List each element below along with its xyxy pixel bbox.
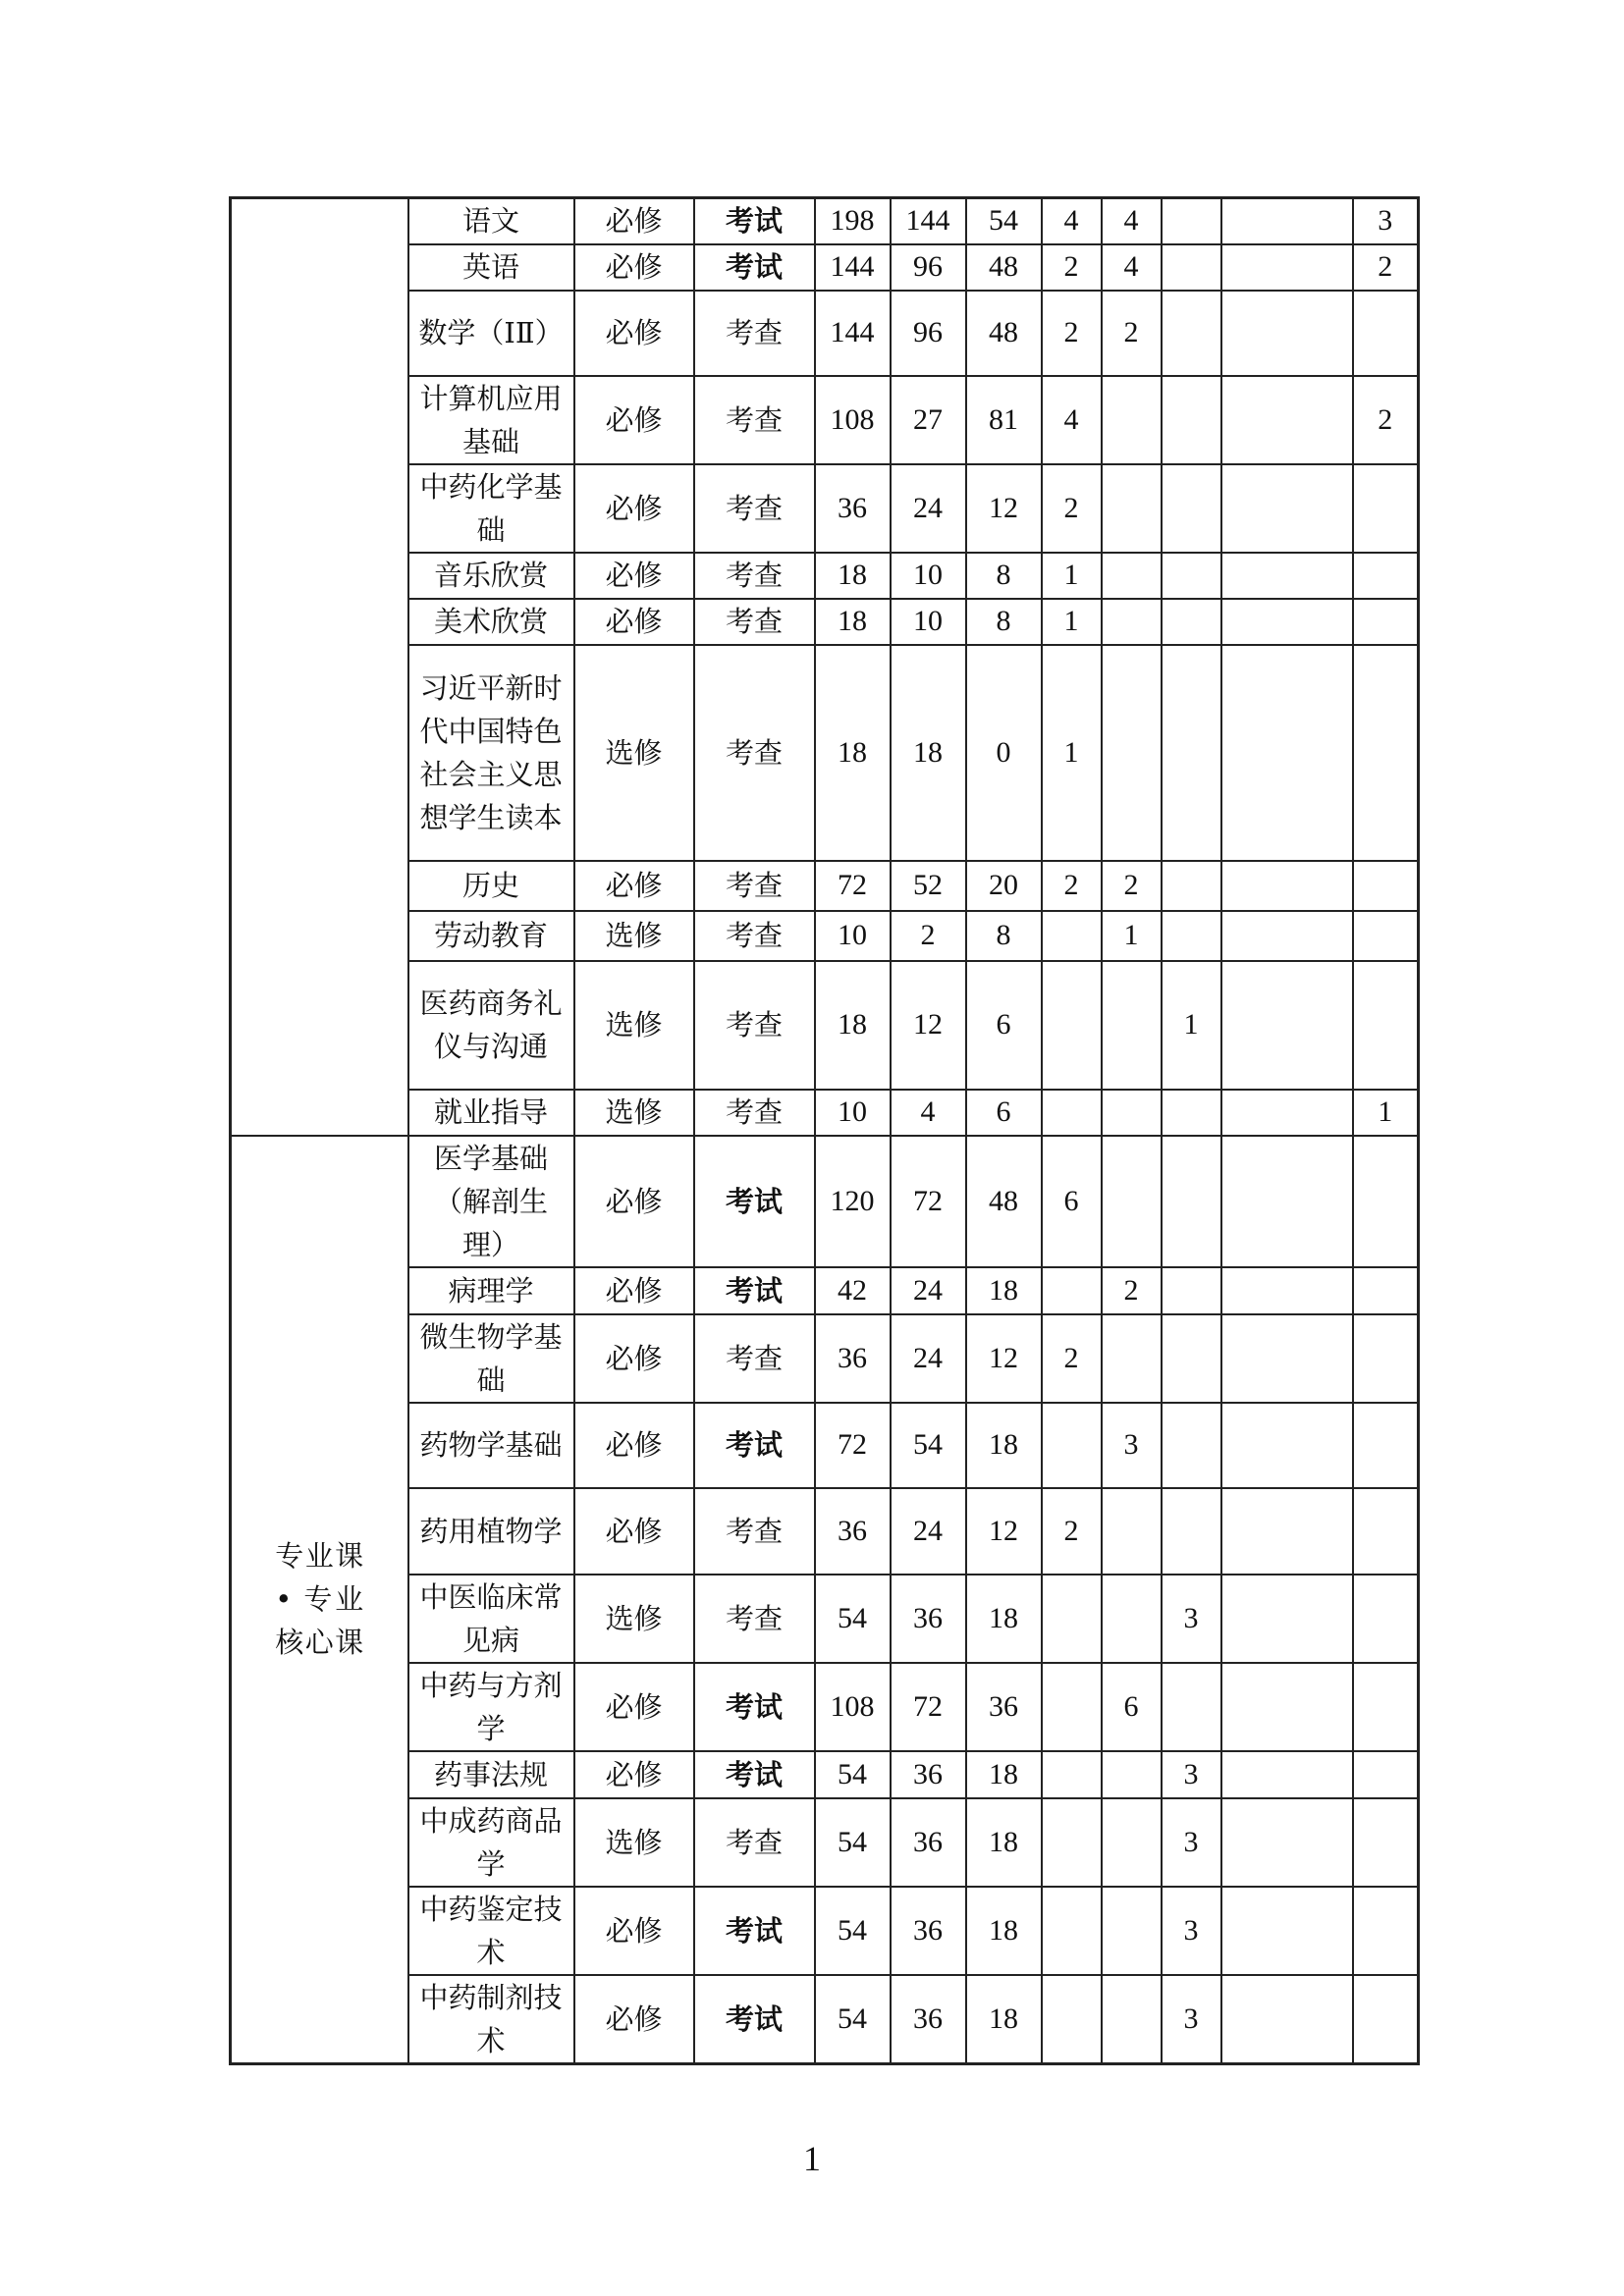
semester-1-cell (1042, 1090, 1102, 1136)
semester-5-cell (1353, 861, 1419, 911)
course-type-cell: 选修 (574, 645, 694, 861)
table-row (231, 599, 1419, 645)
course-name-cell: 中药鉴定技术 (408, 1887, 574, 1975)
total-hours-cell: 54 (815, 1975, 891, 2064)
course-name-cell: 病理学 (408, 1267, 574, 1314)
assessment-cell: 考试 (694, 1267, 815, 1314)
semester-5-cell (1353, 1136, 1419, 1267)
semester-3-cell (1162, 464, 1221, 553)
assessment-cell: 考查 (694, 961, 815, 1090)
total-hours-cell: 144 (815, 244, 891, 291)
semester-1-cell (1042, 1975, 1102, 2064)
practice-hours-cell: 0 (966, 645, 1042, 861)
semester-2-cell (1102, 961, 1162, 1090)
assessment-cell: 考试 (694, 1136, 815, 1267)
table-row (231, 961, 1419, 1090)
course-type-cell: 必修 (574, 1751, 694, 1798)
semester-1-cell: 2 (1042, 291, 1102, 376)
course-name-cell: 数学（ⅠⅡ） (408, 291, 574, 376)
total-hours-cell: 36 (815, 1314, 891, 1403)
assessment-cell: 考试 (694, 244, 815, 291)
semester-1-cell: 2 (1042, 861, 1102, 911)
course-type-cell: 必修 (574, 1314, 694, 1403)
table-row (231, 1314, 1419, 1403)
theory-hours-cell: 24 (891, 464, 966, 553)
semester-4-cell (1221, 645, 1353, 861)
theory-hours-cell: 96 (891, 291, 966, 376)
semester-3-cell (1162, 645, 1221, 861)
semester-4-cell (1221, 553, 1353, 599)
practice-hours-cell: 48 (966, 244, 1042, 291)
course-name-cell: 药用植物学 (408, 1488, 574, 1575)
total-hours-cell: 18 (815, 645, 891, 861)
theory-hours-cell: 18 (891, 645, 966, 861)
total-hours-cell: 36 (815, 464, 891, 553)
table-row (231, 1887, 1419, 1975)
assessment-cell: 考查 (694, 645, 815, 861)
curriculum-table-body (231, 198, 1419, 2064)
semester-4-cell (1221, 1887, 1353, 1975)
semester-3-cell (1162, 553, 1221, 599)
semester-4-cell (1221, 1751, 1353, 1798)
table-row (231, 1751, 1419, 1798)
semester-1-cell: 6 (1042, 1136, 1102, 1267)
semester-1-cell: 4 (1042, 198, 1102, 244)
course-type-cell: 选修 (574, 961, 694, 1090)
practice-hours-cell: 81 (966, 376, 1042, 464)
semester-1-cell (1042, 1751, 1102, 1798)
total-hours-cell: 72 (815, 1403, 891, 1488)
semester-1-cell (1042, 1267, 1102, 1314)
table-row (231, 1798, 1419, 1887)
practice-hours-cell: 18 (966, 1751, 1042, 1798)
assessment-cell: 考查 (694, 1798, 815, 1887)
semester-2-cell (1102, 1314, 1162, 1403)
course-name-cell: 中药制剂技术 (408, 1975, 574, 2064)
total-hours-cell: 42 (815, 1267, 891, 1314)
course-type-cell: 必修 (574, 464, 694, 553)
course-name-cell: 英语 (408, 244, 574, 291)
course-type-cell: 必修 (574, 861, 694, 911)
course-type-cell: 必修 (574, 291, 694, 376)
total-hours-cell: 108 (815, 376, 891, 464)
theory-hours-cell: 36 (891, 1798, 966, 1887)
semester-4-cell (1221, 1798, 1353, 1887)
course-name-cell: 计算机应用基础 (408, 376, 574, 464)
practice-hours-cell: 6 (966, 1090, 1042, 1136)
assessment-cell: 考试 (694, 1751, 815, 1798)
semester-2-cell (1102, 1751, 1162, 1798)
theory-hours-cell: 12 (891, 961, 966, 1090)
semester-2-cell (1102, 464, 1162, 553)
curriculum-table (229, 196, 1420, 2065)
practice-hours-cell: 6 (966, 961, 1042, 1090)
table-row (231, 1267, 1419, 1314)
category-cell (231, 1136, 408, 2064)
total-hours-cell: 54 (815, 1575, 891, 1663)
course-type-cell: 选修 (574, 911, 694, 961)
assessment-cell: 考查 (694, 1090, 815, 1136)
theory-hours-cell: 24 (891, 1314, 966, 1403)
theory-hours-cell: 54 (891, 1403, 966, 1488)
course-name-cell: 医药商务礼仪与沟通 (408, 961, 574, 1090)
course-type-cell: 选修 (574, 1090, 694, 1136)
practice-hours-cell: 20 (966, 861, 1042, 911)
semester-4-cell (1221, 861, 1353, 911)
semester-1-cell: 2 (1042, 464, 1102, 553)
semester-5-cell: 1 (1353, 1090, 1419, 1136)
assessment-cell: 考试 (694, 1887, 815, 1975)
semester-1-cell (1042, 1403, 1102, 1488)
semester-1-cell: 1 (1042, 553, 1102, 599)
semester-5-cell (1353, 1663, 1419, 1751)
table-row (231, 1575, 1419, 1663)
table-row (231, 553, 1419, 599)
table-row (231, 376, 1419, 464)
practice-hours-cell: 8 (966, 599, 1042, 645)
practice-hours-cell: 48 (966, 291, 1042, 376)
semester-4-cell (1221, 1314, 1353, 1403)
course-name-cell: 中药化学基础 (408, 464, 574, 553)
semester-2-cell (1102, 1975, 1162, 2064)
semester-2-cell (1102, 599, 1162, 645)
semester-3-cell (1162, 861, 1221, 911)
semester-5-cell (1353, 1575, 1419, 1663)
assessment-cell: 考试 (694, 1975, 815, 2064)
semester-3-cell: 3 (1162, 1575, 1221, 1663)
semester-2-cell: 4 (1102, 244, 1162, 291)
total-hours-cell: 10 (815, 911, 891, 961)
semester-3-cell: 3 (1162, 1751, 1221, 1798)
semester-4-cell (1221, 1267, 1353, 1314)
assessment-cell: 考查 (694, 553, 815, 599)
course-name-cell: 美术欣赏 (408, 599, 574, 645)
theory-hours-cell: 36 (891, 1975, 966, 2064)
theory-hours-cell: 144 (891, 198, 966, 244)
category-cell (231, 198, 408, 1136)
assessment-cell: 考查 (694, 1488, 815, 1575)
total-hours-cell: 18 (815, 599, 891, 645)
course-type-cell: 必修 (574, 376, 694, 464)
semester-3-cell: 3 (1162, 1798, 1221, 1887)
semester-5-cell (1353, 1751, 1419, 1798)
practice-hours-cell: 18 (966, 1798, 1042, 1887)
course-type-cell: 必修 (574, 1403, 694, 1488)
semester-3-cell (1162, 291, 1221, 376)
semester-1-cell (1042, 1887, 1102, 1975)
theory-hours-cell: 36 (891, 1575, 966, 1663)
assessment-cell: 考试 (694, 198, 815, 244)
total-hours-cell: 10 (815, 1090, 891, 1136)
theory-hours-cell: 72 (891, 1136, 966, 1267)
theory-hours-cell: 10 (891, 599, 966, 645)
course-type-cell: 必修 (574, 198, 694, 244)
table-row (231, 464, 1419, 553)
semester-2-cell (1102, 1798, 1162, 1887)
semester-3-cell: 3 (1162, 1975, 1221, 2064)
semester-2-cell: 2 (1102, 861, 1162, 911)
semester-4-cell (1221, 1575, 1353, 1663)
semester-1-cell: 2 (1042, 1314, 1102, 1403)
total-hours-cell: 54 (815, 1887, 891, 1975)
assessment-cell: 考查 (694, 1314, 815, 1403)
semester-2-cell (1102, 1090, 1162, 1136)
theory-hours-cell: 36 (891, 1887, 966, 1975)
course-name-cell: 医学基础（解剖生理） (408, 1136, 574, 1267)
practice-hours-cell: 18 (966, 1887, 1042, 1975)
semester-4-cell (1221, 244, 1353, 291)
semester-5-cell (1353, 961, 1419, 1090)
theory-hours-cell: 4 (891, 1090, 966, 1136)
table-row (231, 244, 1419, 291)
semester-1-cell (1042, 1663, 1102, 1751)
semester-2-cell: 6 (1102, 1663, 1162, 1751)
semester-3-cell (1162, 198, 1221, 244)
semester-1-cell (1042, 1575, 1102, 1663)
course-name-cell: 中药与方剂学 (408, 1663, 574, 1751)
practice-hours-cell: 12 (966, 1314, 1042, 1403)
assessment-cell: 考查 (694, 861, 815, 911)
semester-4-cell (1221, 1090, 1353, 1136)
semester-2-cell: 2 (1102, 1267, 1162, 1314)
course-name-cell: 劳动教育 (408, 911, 574, 961)
assessment-cell: 考试 (694, 1663, 815, 1751)
practice-hours-cell: 18 (966, 1975, 1042, 2064)
total-hours-cell: 144 (815, 291, 891, 376)
practice-hours-cell: 18 (966, 1267, 1042, 1314)
total-hours-cell: 18 (815, 961, 891, 1090)
course-name-cell: 音乐欣赏 (408, 553, 574, 599)
total-hours-cell: 36 (815, 1488, 891, 1575)
course-type-cell: 必修 (574, 1975, 694, 2064)
practice-hours-cell: 18 (966, 1403, 1042, 1488)
course-type-cell: 必修 (574, 1488, 694, 1575)
semester-5-cell: 3 (1353, 198, 1419, 244)
semester-5-cell (1353, 291, 1419, 376)
course-name-cell: 中成药商品学 (408, 1798, 574, 1887)
semester-3-cell (1162, 1314, 1221, 1403)
semester-4-cell (1221, 911, 1353, 961)
semester-5-cell: 2 (1353, 376, 1419, 464)
semester-3-cell (1162, 376, 1221, 464)
practice-hours-cell: 8 (966, 911, 1042, 961)
semester-2-cell (1102, 645, 1162, 861)
practice-hours-cell: 12 (966, 464, 1042, 553)
semester-1-cell (1042, 1798, 1102, 1887)
theory-hours-cell: 10 (891, 553, 966, 599)
course-name-cell: 习近平新时代中国特色社会主义思想学生读本 (408, 645, 574, 861)
semester-3-cell (1162, 599, 1221, 645)
semester-3-cell (1162, 911, 1221, 961)
semester-2-cell: 1 (1102, 911, 1162, 961)
semester-2-cell: 4 (1102, 198, 1162, 244)
course-type-cell: 必修 (574, 1887, 694, 1975)
practice-hours-cell: 48 (966, 1136, 1042, 1267)
course-type-cell: 必修 (574, 1136, 694, 1267)
total-hours-cell: 72 (815, 861, 891, 911)
semester-5-cell (1353, 1975, 1419, 2064)
course-type-cell: 必修 (574, 599, 694, 645)
course-type-cell: 必修 (574, 553, 694, 599)
semester-5-cell (1353, 553, 1419, 599)
course-type-cell: 选修 (574, 1798, 694, 1887)
practice-hours-cell: 8 (966, 553, 1042, 599)
course-name-cell: 中医临床常见病 (408, 1575, 574, 1663)
semester-3-cell: 1 (1162, 961, 1221, 1090)
semester-2-cell (1102, 553, 1162, 599)
total-hours-cell: 54 (815, 1751, 891, 1798)
course-type-cell: 选修 (574, 1575, 694, 1663)
semester-2-cell (1102, 1136, 1162, 1267)
course-name-cell: 药物学基础 (408, 1403, 574, 1488)
semester-2-cell (1102, 1575, 1162, 1663)
table-row (231, 1975, 1419, 2064)
theory-hours-cell: 24 (891, 1488, 966, 1575)
course-type-cell: 必修 (574, 1267, 694, 1314)
assessment-cell: 考查 (694, 1575, 815, 1663)
assessment-cell: 考查 (694, 376, 815, 464)
semester-3-cell (1162, 1136, 1221, 1267)
table-row (231, 198, 1419, 244)
category-label: 专业课• 专业核心课 (275, 1539, 364, 1659)
semester-1-cell: 2 (1042, 244, 1102, 291)
table-row (231, 645, 1419, 861)
semester-2-cell (1102, 1887, 1162, 1975)
theory-hours-cell: 24 (891, 1267, 966, 1314)
semester-4-cell (1221, 464, 1353, 553)
semester-4-cell (1221, 599, 1353, 645)
course-name-cell: 药事法规 (408, 1751, 574, 1798)
practice-hours-cell: 12 (966, 1488, 1042, 1575)
assessment-cell: 考查 (694, 464, 815, 553)
semester-4-cell (1221, 291, 1353, 376)
semester-2-cell (1102, 376, 1162, 464)
theory-hours-cell: 2 (891, 911, 966, 961)
semester-5-cell (1353, 1798, 1419, 1887)
semester-1-cell (1042, 911, 1102, 961)
semester-3-cell (1162, 1488, 1221, 1575)
total-hours-cell: 18 (815, 553, 891, 599)
table-row (231, 1488, 1419, 1575)
assessment-cell: 考查 (694, 911, 815, 961)
semester-1-cell: 1 (1042, 645, 1102, 861)
semester-5-cell (1353, 1403, 1419, 1488)
semester-2-cell: 2 (1102, 291, 1162, 376)
total-hours-cell: 198 (815, 198, 891, 244)
table-row (231, 291, 1419, 376)
practice-hours-cell: 18 (966, 1575, 1042, 1663)
semester-5-cell (1353, 1887, 1419, 1975)
semester-3-cell (1162, 1403, 1221, 1488)
semester-4-cell (1221, 1136, 1353, 1267)
table-row (231, 1090, 1419, 1136)
course-name-cell: 语文 (408, 198, 574, 244)
semester-5-cell (1353, 599, 1419, 645)
semester-5-cell (1353, 464, 1419, 553)
theory-hours-cell: 52 (891, 861, 966, 911)
semester-1-cell: 1 (1042, 599, 1102, 645)
course-name-cell: 微生物学基础 (408, 1314, 574, 1403)
semester-3-cell (1162, 1663, 1221, 1751)
semester-5-cell (1353, 1314, 1419, 1403)
course-name-cell: 历史 (408, 861, 574, 911)
semester-2-cell: 3 (1102, 1403, 1162, 1488)
theory-hours-cell: 27 (891, 376, 966, 464)
course-type-cell: 必修 (574, 1663, 694, 1751)
semester-3-cell (1162, 1090, 1221, 1136)
semester-4-cell (1221, 1488, 1353, 1575)
page-number: 1 (803, 2139, 821, 2178)
theory-hours-cell: 96 (891, 244, 966, 291)
total-hours-cell: 54 (815, 1798, 891, 1887)
semester-3-cell: 3 (1162, 1887, 1221, 1975)
semester-1-cell (1042, 961, 1102, 1090)
course-name-cell: 就业指导 (408, 1090, 574, 1136)
semester-4-cell (1221, 1403, 1353, 1488)
semester-3-cell (1162, 1267, 1221, 1314)
semester-2-cell (1102, 1488, 1162, 1575)
semester-3-cell (1162, 244, 1221, 291)
semester-4-cell (1221, 1663, 1353, 1751)
table-row (231, 1403, 1419, 1488)
semester-4-cell (1221, 376, 1353, 464)
total-hours-cell: 120 (815, 1136, 891, 1267)
semester-4-cell (1221, 961, 1353, 1090)
theory-hours-cell: 36 (891, 1751, 966, 1798)
table-row (231, 1663, 1419, 1751)
semester-5-cell (1353, 911, 1419, 961)
semester-4-cell (1221, 198, 1353, 244)
table-row (231, 1136, 1419, 1267)
theory-hours-cell: 72 (891, 1663, 966, 1751)
semester-5-cell (1353, 1267, 1419, 1314)
semester-1-cell: 2 (1042, 1488, 1102, 1575)
total-hours-cell: 108 (815, 1663, 891, 1751)
semester-5-cell (1353, 1488, 1419, 1575)
table-row (231, 861, 1419, 911)
semester-5-cell (1353, 645, 1419, 861)
semester-4-cell (1221, 1975, 1353, 2064)
table-row (231, 911, 1419, 961)
assessment-cell: 考查 (694, 291, 815, 376)
assessment-cell: 考查 (694, 599, 815, 645)
semester-1-cell: 4 (1042, 376, 1102, 464)
semester-5-cell: 2 (1353, 244, 1419, 291)
practice-hours-cell: 36 (966, 1663, 1042, 1751)
assessment-cell: 考试 (694, 1403, 815, 1488)
course-type-cell: 必修 (574, 244, 694, 291)
practice-hours-cell: 54 (966, 198, 1042, 244)
